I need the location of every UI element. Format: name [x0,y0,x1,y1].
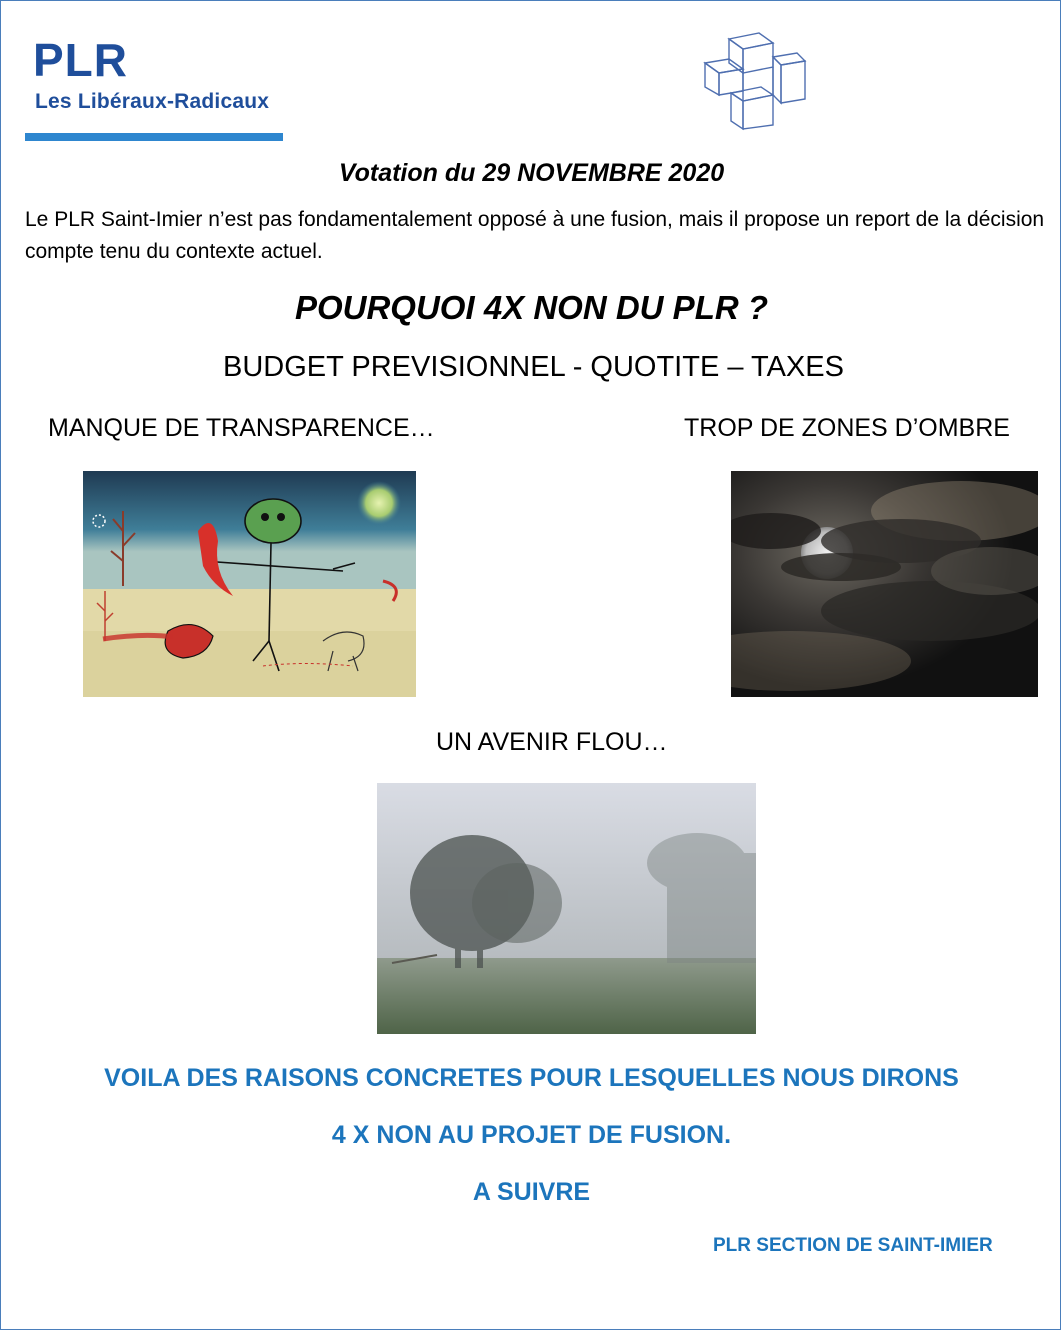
foggy-field-image [377,783,756,1034]
caption-middle: UN AVENIR FLOU… [436,728,668,756]
main-headline: POURQUOI 4X NON DU PLR ? [294,289,769,326]
intro-paragraph: Le PLR Saint-Imier n’est pas fondamentalement opposé à une fusion, mais il propose un report de la décision compte tenu du contexte actuel. [25,208,1045,263]
signature: PLR SECTION DE SAINT-IMIER [713,1235,993,1256]
surrealist-painting-image [83,471,416,697]
moon-clouds-image [731,471,1038,697]
logo-subtitle: Les Libéraux-Radicaux [35,90,270,113]
conclusion-line-1: VOILA DES RAISONS CONCRETES POUR LESQUELLES NOUS DIRONS [104,1064,959,1092]
caption-left: MANQUE DE TRANSPARENCE… [48,414,435,442]
conclusion-line-3: A SUIVRE [472,1178,591,1206]
conclusion-line-2: 4 X NON AU PROJET DE FUSION. [331,1121,732,1149]
caption-right: TROP DE ZONES D’OMBRE [684,414,1010,442]
logo-underline-bar [25,133,283,141]
vote-title: Votation du 29 NOVEMBRE 2020 [338,159,725,187]
logo-plr-text: PLR [33,34,128,86]
subheadline: BUDGET PREVISIONNEL - QUOTITE – TAXES [223,351,844,383]
swiss-cross-cubes-icon [701,29,811,140]
